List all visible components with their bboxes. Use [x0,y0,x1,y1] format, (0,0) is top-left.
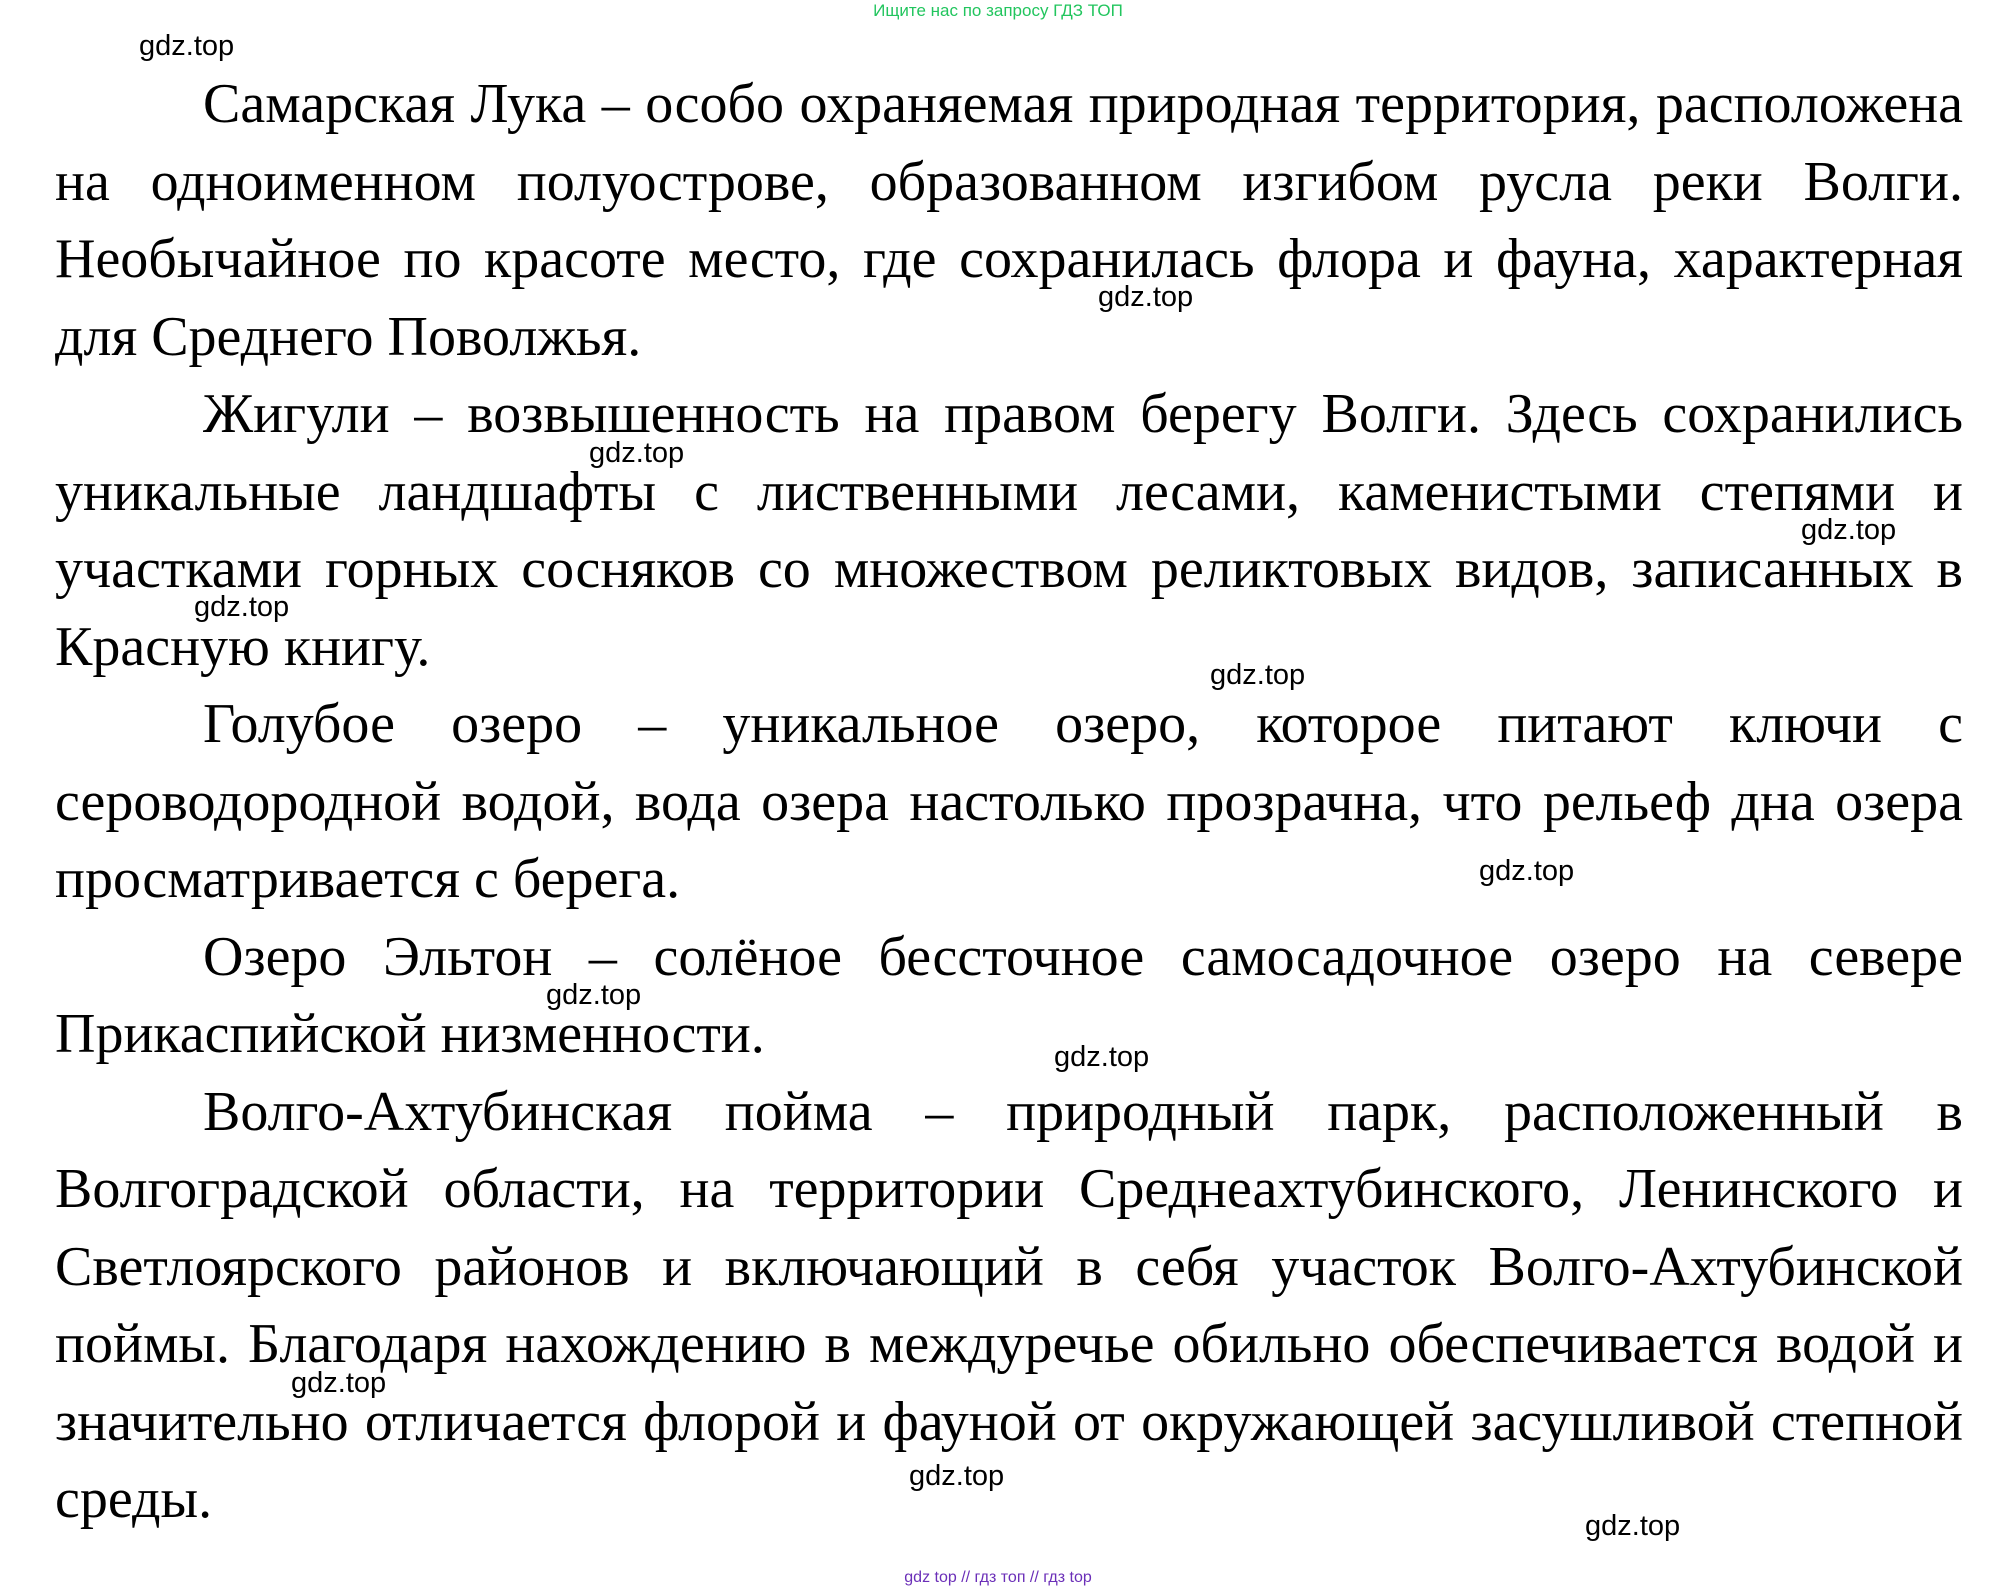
watermark: gdz.top [1098,281,1194,313]
watermark: gdz.top [1801,514,1897,546]
watermark: gdz.top [1585,1510,1681,1542]
paragraph-volgo-akhtubinskaya-poyma: Волго-Ахтубинская пойма – природный парк, расположенный в Волгоградской области, на территории Среднеахтубинского, Ленинского и Светлоярского районов и включающий в себя участок Волго-Ахтубинской поймы. Благодаря нахождению в междуречье обильно обеспечивается водой и значительно отличается флорой и фауной от окружающей засушливой степной среды. [55,1080,1963,1530]
watermark: gdz.top [291,1367,387,1399]
watermark: gdz.top [546,979,642,1011]
watermark: gdz.top [909,1460,1005,1492]
watermark: gdz.top [1054,1041,1150,1073]
watermark: gdz.top [1479,855,1575,887]
document-body [55,66,1963,1539]
watermark: gdz.top [589,437,685,469]
paragraph-goluboe-ozero: Голубое озеро – уникальное озеро, которое питают ключи с сероводородной водой, вода озера настолько прозрачна, что рельеф дна озера просматривается с берега. [55,693,1963,910]
promo-banner: Ищите нас по запросу ГДЗ ТОП [873,1,1123,20]
watermark: gdz.top [139,30,235,62]
watermark: gdz.top [1210,659,1306,691]
footer-watermark: gdz top // гдз топ // гдз top [904,1569,1092,1586]
watermark: gdz.top [194,591,290,623]
paragraph-ozero-elton: Озеро Эльтон – солёное бессточное самосадочное озеро на севере Прикаспийской низменности. [55,925,1963,1065]
paragraph-zhiguli: Жигули – возвышенность на правом берегу Волги. Здесь сохранились уникальные ландшафты с лиственными лесами, каменистыми степями и участками горных сосняков со множеством реликтовых видов, записанных в Красную книгу. [55,383,1963,678]
paragraph-samarskaya-luka: Самарская Лука – особо охраняемая природная территория, расположена на одноименном полуострове, образованном изгибом русла реки Волги. Необычайное по красоте место, где сохранилась флора и фауна, характерная для Среднего Поволжья. [55,73,1963,368]
